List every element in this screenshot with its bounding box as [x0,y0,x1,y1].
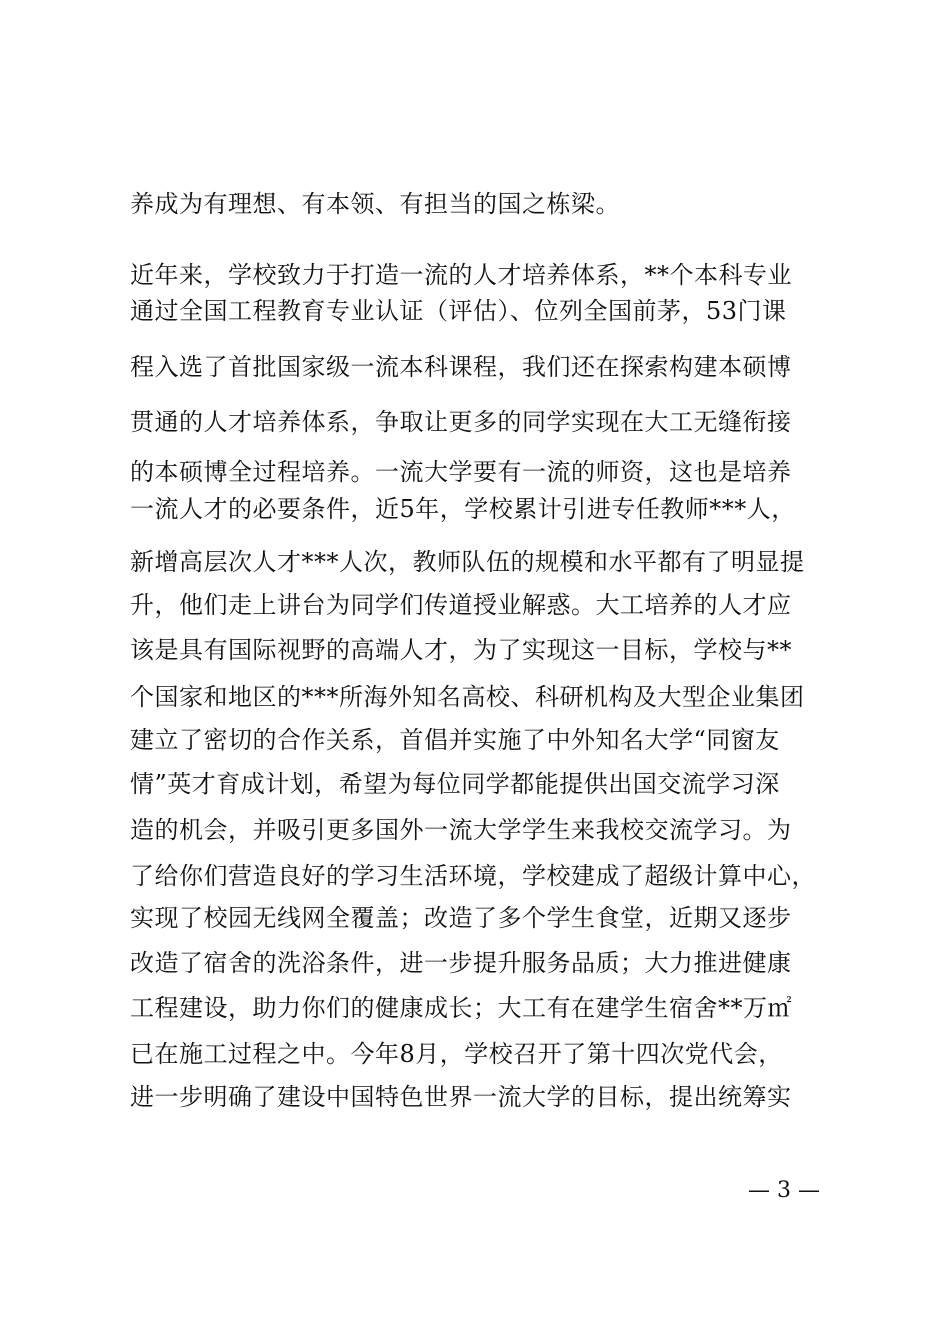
body-text-line: 了给你们营造良好的学习生活环境，学校建成了超级计算中心， [130,862,816,890]
body-text-line: 个国家和地区的***所海外知名高校、科研机构及大型企业集团 [130,683,805,711]
body-text-line: 情”英才育成计划，希望为每位同学都能提供出国交流学习深 [130,770,780,798]
body-text-line: 实现了校园无线网全覆盖；改造了多个学生食堂，近期又逐步 [130,904,792,932]
paragraph-closing-line: 养成为有理想、有本领、有担当的国之栋梁。 [130,190,620,218]
body-text-line: 工程建设，助力你们的健康成长；大工有在建学生宿舍**万㎡ [130,994,792,1022]
body-text-line: 程入选了首批国家级一流本科课程，我们还在探索构建本硕博 [130,353,792,381]
body-text-line: 改造了宿舍的洗浴条件，进一步提升服务品质；大力推进健康 [130,949,792,977]
body-text-line: 造的机会，并吸引更多国外一流大学学生来我校交流学习。为 [130,816,792,844]
body-text-line: 进一步明确了建设中国特色世界一流大学的目标，提出统筹实 [130,1083,792,1111]
body-text-line: 通过全国工程教育专业认证（评估）、位列全国前茅，53门课 [130,297,787,325]
body-text-line: 该是具有国际视野的高端人才，为了实现这一目标，学校与** [130,636,792,664]
body-text-line: 新增高层次人才***人次，教师队伍的规模和水平都有了明显提 [130,548,805,576]
body-text-line: 升，他们走上讲台为同学们传道授业解惑。大工培养的人才应 [130,591,792,619]
page-number: — 3 — [748,1178,820,1203]
body-text-line: 贯通的人才培养体系，争取让更多的同学实现在大工无缝衔接 [130,408,792,436]
body-text-line: 的本硕博全过程培养。一流大学要有一流的师资，这也是培养 [130,458,792,486]
body-text-line: 已在施工过程之中。今年8月，学校召开了第十四次党代会， [130,1040,783,1068]
body-text-line: 建立了密切的合作关系，首倡并实施了中外知名大学“同窗友 [130,726,780,754]
body-text-line: 近年来，学校致力于打造一流的人才培养体系，**个本科专业 [130,261,792,289]
body-text-line: 一流人才的必要条件，近5年，学校累计引进专任教师***人， [130,495,796,523]
